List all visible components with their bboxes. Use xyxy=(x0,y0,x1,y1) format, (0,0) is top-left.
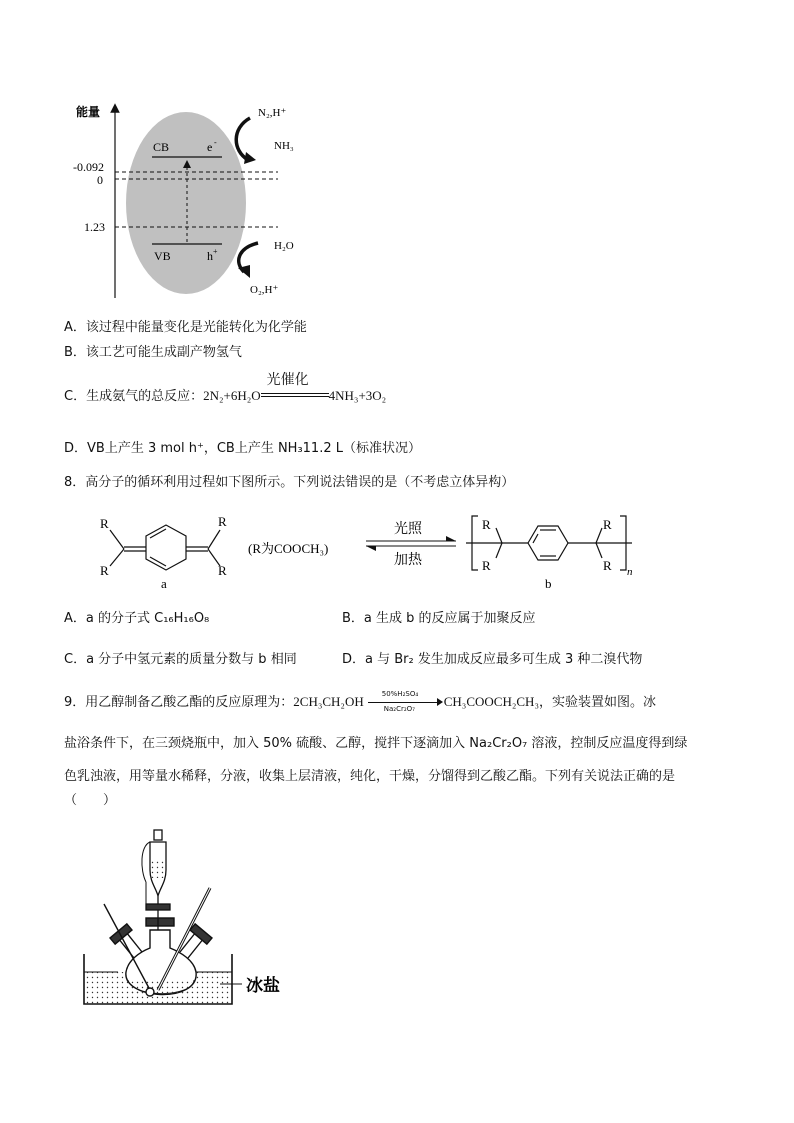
q7-option-a: A．该过程中能量变化是光能转化为化学能 xyxy=(64,320,307,335)
dropping-funnel xyxy=(142,830,170,930)
polymer-b-label: b xyxy=(545,576,552,591)
hole-sup: + xyxy=(213,247,218,256)
molecule-a xyxy=(110,525,220,570)
q8-stem: 8．高分子的循环利用过程如下图所示。下列说法错误的是（不考虑立体异构） xyxy=(64,475,515,490)
energy-band-diagram xyxy=(0,0,794,320)
q8-option-a: A．a 的分子式 C₁₆H₁₆O₈ xyxy=(64,611,210,626)
energy-axis-label: 能量 xyxy=(76,105,101,119)
q9-line-1-suffix: ，实验装置如图。冰 xyxy=(538,695,656,710)
water-reactant-label: H₂O xyxy=(274,240,294,252)
polymer-b-repeat-n: n xyxy=(627,566,633,578)
q7-option-d: D．VB上产生 3 mol h⁺，CB上产生 NH₃11.2 L（标准状况） xyxy=(64,441,421,456)
q7-condition-arrow xyxy=(261,372,329,405)
molecule-a-r2: R xyxy=(100,563,109,578)
polymer-b-r3: R xyxy=(603,517,612,532)
q9-equation-right: CH₃COOCH₂CH₃ xyxy=(443,694,539,709)
molecule-a-r4: R xyxy=(218,563,227,578)
q9-line-4: （ ） xyxy=(64,793,117,808)
q7-condition-label: 光催化 xyxy=(266,372,309,388)
q9-condition-bottom: Na₂Cr₂O₇ xyxy=(383,705,415,713)
tick-label-0: 0 xyxy=(97,173,103,187)
catalyst-particle xyxy=(126,112,246,294)
q8-option-b: B．a 生成 b 的反应属于加聚反应 xyxy=(342,611,536,626)
ice-salt-bath-label: 冰盐 xyxy=(246,976,280,995)
nitrogen-reactant-label: N₂,H⁺ xyxy=(258,107,287,119)
forward-condition-label: 光照 xyxy=(394,522,422,537)
polymer-b-r2: R xyxy=(482,558,491,573)
cb-label: CB xyxy=(153,140,170,154)
tick-label-minus0092: -0.092 xyxy=(73,160,104,174)
polymer-b-r4: R xyxy=(603,558,612,573)
q9-line-2: 盐浴条件下，在三颈烧瓶中，加入 50% 硫酸、乙醇，搅拌下逐滴加入 Na₂Cr₂O₇ 溶液，控制反应温度得到绿 xyxy=(64,736,688,751)
molecule-a-label: a xyxy=(161,576,167,591)
ice-salt-bath xyxy=(84,954,232,1004)
q8-option-c: C．a 分子中氢元素的质量分数与 b 相同 xyxy=(64,652,297,667)
hole-label: h xyxy=(207,249,213,263)
polymer-b-r1: R xyxy=(482,517,491,532)
q9-line-1 xyxy=(64,690,656,713)
q9-line-1-prefix: 9．用乙醇制备乙酸乙酯的反应原理为： xyxy=(64,695,294,710)
tick-label-123: 1.23 xyxy=(84,220,105,234)
oxygen-product-label: O₂,H⁺ xyxy=(250,284,279,296)
q7-option-c-right: 4NH₃+3O₂ xyxy=(328,388,387,403)
q7-option-c-left: 2N₂+6H₂O xyxy=(203,388,261,403)
q9-reaction-arrow xyxy=(364,690,444,713)
q8-option-d: D．a 与 Br₂ 发生加成反应最多可生成 3 种二溴代物 xyxy=(342,652,643,667)
backward-condition-label: 加热 xyxy=(394,553,422,568)
q9-condition-top: 50%H₂SO₄ xyxy=(381,690,419,698)
molecule-a-r3: R xyxy=(218,514,227,529)
q7-option-c-prefix: C．生成氨气的总反应： xyxy=(64,389,204,404)
r-group-note: (R为COOCH₃) xyxy=(248,541,329,556)
electron-sup: - xyxy=(214,138,217,147)
vb-label: VB xyxy=(154,249,171,263)
ammonia-product-label: NH₃ xyxy=(274,140,294,152)
electron-label: e xyxy=(207,140,213,154)
polymer-b xyxy=(466,516,632,570)
q7-option-b: B．该工艺可能生成副产物氢气 xyxy=(64,345,242,360)
q9-equation-left: 2CH₃CH₂OH xyxy=(293,694,364,709)
q9-line-3: 色乳浊液，用等量水稀释，分液，收集上层清液，纯化，干燥，分馏得到乙酸乙酯。下列有关说法正确的是 xyxy=(64,769,676,784)
molecule-a-r1: R xyxy=(100,516,109,531)
q7-option-c xyxy=(64,372,387,406)
three-neck-flask xyxy=(104,888,212,996)
